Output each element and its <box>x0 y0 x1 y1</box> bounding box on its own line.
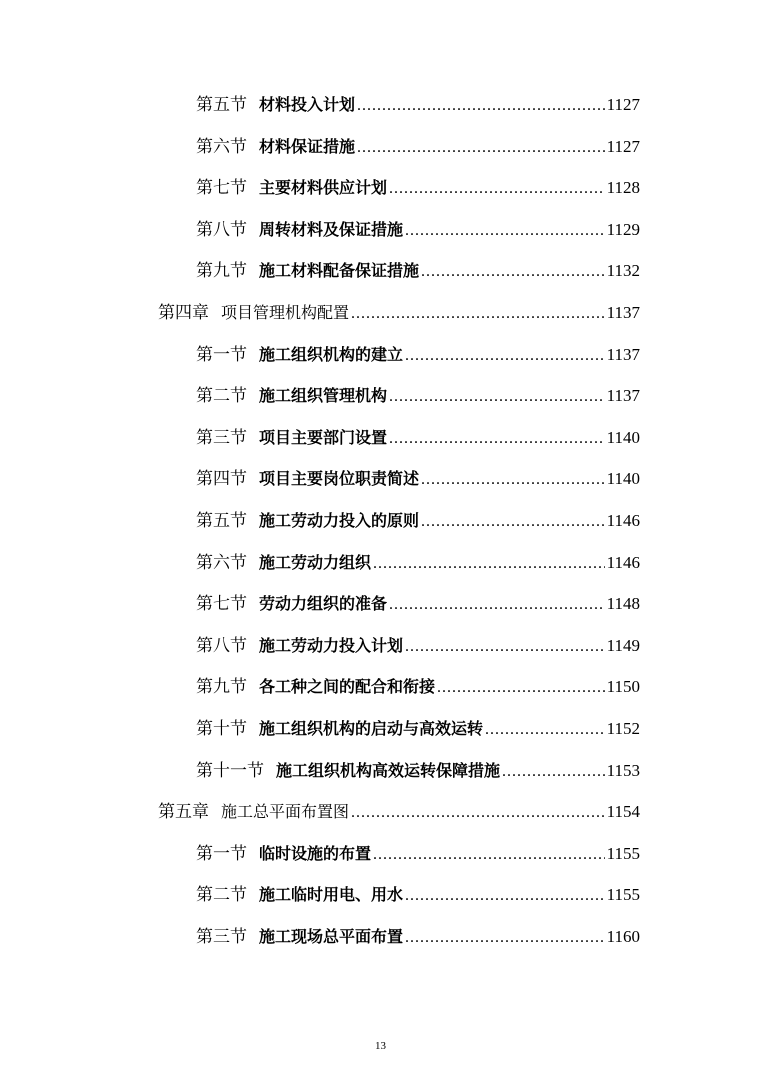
toc-dot-leader <box>389 424 605 454</box>
toc-entry-title: 施工劳动力投入计划 <box>259 635 404 655</box>
toc-entry-title: 施工材料配备保证措施 <box>259 261 420 281</box>
toc-entry-page-number: 1137 <box>606 303 640 322</box>
page-number: 13 <box>375 1040 386 1052</box>
toc-entry-page-number: 1129 <box>606 219 640 239</box>
toc-entry-title: 项目主要岗位职责简述 <box>259 469 420 489</box>
toc-section-entry[interactable] <box>196 340 640 370</box>
toc-dot-leader <box>421 465 605 495</box>
toc-entry-label: 第五节 <box>196 95 247 114</box>
toc-dot-leader <box>373 549 605 579</box>
toc-dot-leader <box>357 91 605 121</box>
toc-dot-leader <box>485 715 605 745</box>
toc-entry-label: 第三节 <box>196 927 247 946</box>
toc-entry-label: 第一节 <box>196 344 247 364</box>
toc-section-entry[interactable] <box>196 464 640 494</box>
toc-entry-title: 施工劳动力投入的原则 <box>259 511 420 530</box>
toc-entry-page-number: 1149 <box>606 635 640 655</box>
toc-entry-page-number: 1152 <box>606 719 640 738</box>
toc-entry-title: 施工组织机构的建立 <box>259 344 404 364</box>
toc-entry-label: 第四节 <box>196 469 247 489</box>
toc-entry-page-number: 1146 <box>606 552 640 572</box>
toc-dot-leader <box>502 757 605 787</box>
toc-chapter-entry[interactable] <box>158 298 640 328</box>
toc-entry-label: 第二节 <box>196 386 247 406</box>
toc-dot-leader <box>405 632 605 662</box>
toc-entry-label: 第八节 <box>196 219 247 239</box>
toc-section-entry[interactable] <box>196 548 640 578</box>
toc-entry-page-number: 1140 <box>606 469 640 489</box>
toc-section-entry[interactable] <box>196 256 640 286</box>
toc-entry-title: 周转材料及保证措施 <box>259 219 404 239</box>
toc-dot-leader <box>405 923 605 953</box>
toc-entry-page-number: 1132 <box>606 261 640 281</box>
toc-entry-label: 第六节 <box>196 136 247 156</box>
toc-entry-title: 主要材料供应计划 <box>259 178 388 198</box>
toc-section-entry[interactable] <box>196 90 640 120</box>
toc-section-entry[interactable] <box>196 381 640 411</box>
toc-entry-title: 施工现场总平面布置 <box>259 927 404 946</box>
toc-entry-title: 项目主要部门设置 <box>259 427 388 447</box>
toc-dot-leader <box>351 798 605 828</box>
toc-chapter-entry[interactable] <box>158 797 640 827</box>
toc-dot-leader <box>421 257 605 287</box>
toc-entry-page-number: 1154 <box>606 802 640 822</box>
toc-entry-page-number: 1137 <box>606 344 640 364</box>
toc-dot-leader <box>389 174 605 204</box>
toc-section-entry[interactable] <box>196 880 640 910</box>
toc-entry-page-number: 1160 <box>606 927 640 946</box>
toc-entry-title: 施工总平面布置图 <box>221 802 350 822</box>
toc-entry-title: 材料保证措施 <box>259 136 356 156</box>
toc-entry-label: 第七节 <box>196 594 247 614</box>
toc-dot-leader <box>405 881 605 911</box>
toc-entry-page-number: 1155 <box>606 885 640 905</box>
toc-entry-title: 劳动力组织的准备 <box>259 594 388 614</box>
toc-entry-page-number: 1140 <box>606 427 640 447</box>
toc-entry-title: 施工临时用电、用水 <box>259 885 404 905</box>
toc-entry-label: 第九节 <box>196 261 247 281</box>
toc-section-entry[interactable] <box>196 839 640 869</box>
toc-entry-label: 第一节 <box>196 843 247 863</box>
toc-entry-title: 项目管理机构配置 <box>221 303 350 322</box>
toc-entry-title: 各工种之间的配合和衔接 <box>259 677 436 697</box>
toc-entry-title: 施工组织机构的启动与高效运转 <box>259 719 484 738</box>
toc-section-entry[interactable] <box>196 631 640 661</box>
toc-section-entry[interactable] <box>196 173 640 203</box>
toc-entry-label: 第十一节 <box>196 760 264 780</box>
toc-entry-label: 第九节 <box>196 677 247 697</box>
toc-section-entry[interactable] <box>196 589 640 619</box>
toc-entry-label: 第七节 <box>196 178 247 198</box>
toc-entry-label: 第二节 <box>196 885 247 905</box>
toc-entry-title: 施工组织机构高效运转保障措施 <box>276 760 501 780</box>
toc-entry-label: 第十节 <box>196 719 247 738</box>
toc-dot-leader <box>373 840 605 870</box>
toc-entry-page-number: 1128 <box>606 178 640 198</box>
toc-section-entry[interactable] <box>196 506 640 536</box>
toc-section-entry[interactable] <box>196 922 640 952</box>
toc-dot-leader <box>351 299 605 329</box>
toc-section-entry[interactable] <box>196 215 640 245</box>
toc-entry-page-number: 1155 <box>606 843 640 863</box>
toc-section-entry[interactable] <box>196 756 640 786</box>
toc-section-entry[interactable] <box>196 672 640 702</box>
toc-entry-page-number: 1150 <box>606 677 640 697</box>
toc-section-entry[interactable] <box>196 132 640 162</box>
toc-entry-label: 第五章 <box>158 802 209 822</box>
toc-entry-label: 第四章 <box>158 303 209 322</box>
toc-entry-title: 施工劳动力组织 <box>259 552 372 572</box>
toc-section-entry[interactable] <box>196 714 640 744</box>
toc-dot-leader <box>405 216 605 246</box>
toc-entry-page-number: 1127 <box>606 95 640 114</box>
toc-entry-title: 施工组织管理机构 <box>259 386 388 406</box>
toc-dot-leader <box>437 673 605 703</box>
toc-entry-title: 临时设施的布置 <box>259 843 372 863</box>
toc-entry-page-number: 1153 <box>606 760 640 780</box>
toc-entry-page-number: 1137 <box>606 386 640 406</box>
toc-entry-label: 第六节 <box>196 552 247 572</box>
toc-entry-label: 第五节 <box>196 511 247 530</box>
toc-dot-leader <box>389 382 605 412</box>
toc-section-entry[interactable] <box>196 423 640 453</box>
toc-dot-leader <box>405 341 605 371</box>
toc-entry-page-number: 1146 <box>606 511 640 530</box>
toc-entry-label: 第三节 <box>196 427 247 447</box>
toc-dot-leader <box>357 133 605 163</box>
toc-dot-leader <box>389 590 605 620</box>
toc-entry-label: 第八节 <box>196 635 247 655</box>
toc-entry-page-number: 1148 <box>606 594 640 614</box>
toc-entry-title: 材料投入计划 <box>259 95 356 114</box>
toc-entry-page-number: 1127 <box>606 136 640 156</box>
toc-dot-leader <box>421 507 605 537</box>
